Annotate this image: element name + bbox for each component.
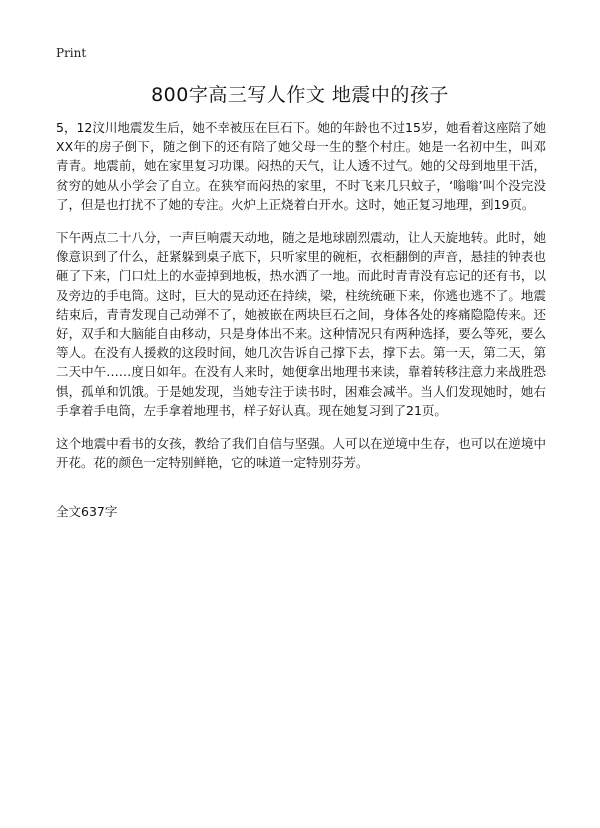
word-count: 全文637字 <box>56 504 118 519</box>
paragraph-1: 5，12汶川地震发生后，她不幸被压在巨石下。她的年龄也不过15岁，她看着这座陪了她XX年的房子倒下，随之倒下的还有陪了她父母一生的整个村庄。她是一名初中生，叫邓青青。地震前，她在家里复习功课。闷热的天气，让人透不过气。她的父母到地里干活，贫穷的她从小学会了自立。在狭窄而闷热的家里，不时飞来几只蚊子，‘嗡嗡’叫个没完没了，但是也打扰不了她的专注。火炉上正烧着白开水。这时，她正复习地理，到19页。 <box>56 120 546 212</box>
print-link[interactable]: Print <box>56 46 87 60</box>
page-title: 800字高三写人作文 地震中的孩子 <box>151 84 449 106</box>
paragraph-3: 这个地震中看书的女孩，教给了我们自信与坚强。人可以在逆境中生存，也可以在逆境中开花。花的颜色一定特别鲜艳，它的味道一定特别芬芳。 <box>56 436 546 471</box>
article-body <box>56 118 546 486</box>
paragraph-2: 下午两点二十八分，一声巨响震天动地，随之是地球剧烈震动，让人天旋地转。此时，她像意识到了什么，赶紧躲到桌子底下，只听家里的碗柜，衣柜翻倒的声音，悬挂的钟表也砸了下来，门口灶上的水壶掉到地板，热水洒了一地。而此时青青没有忘记的还有书，以及旁边的手电筒。这时，巨大的晃动还在持续，梁，柱统统砸下来，你逃也逃不了。地震结束后，青青发现自己动弹不了，她被嵌在两块巨石之间，身体各处的疼痛隐隐传来。还好，双手和大脑能自由移动，只是身体出不来。这种情况只有两种选择，要么等死，要么等人。在没有人援救的这段时间，她几次告诉自己撑下去，撑下去。第一天，第二天，第二天中午……度日如年。在没有人来时，她便拿出地理书来读，靠着转移注意力来战胜恐惧，孤单和饥饿。于是她发现，当她专注于读书时，困难会减半。当人们发现她时，她右手拿着手电筒，左手拿着地理书，样子好认真。现在她复习到了21页。 <box>56 230 546 418</box>
